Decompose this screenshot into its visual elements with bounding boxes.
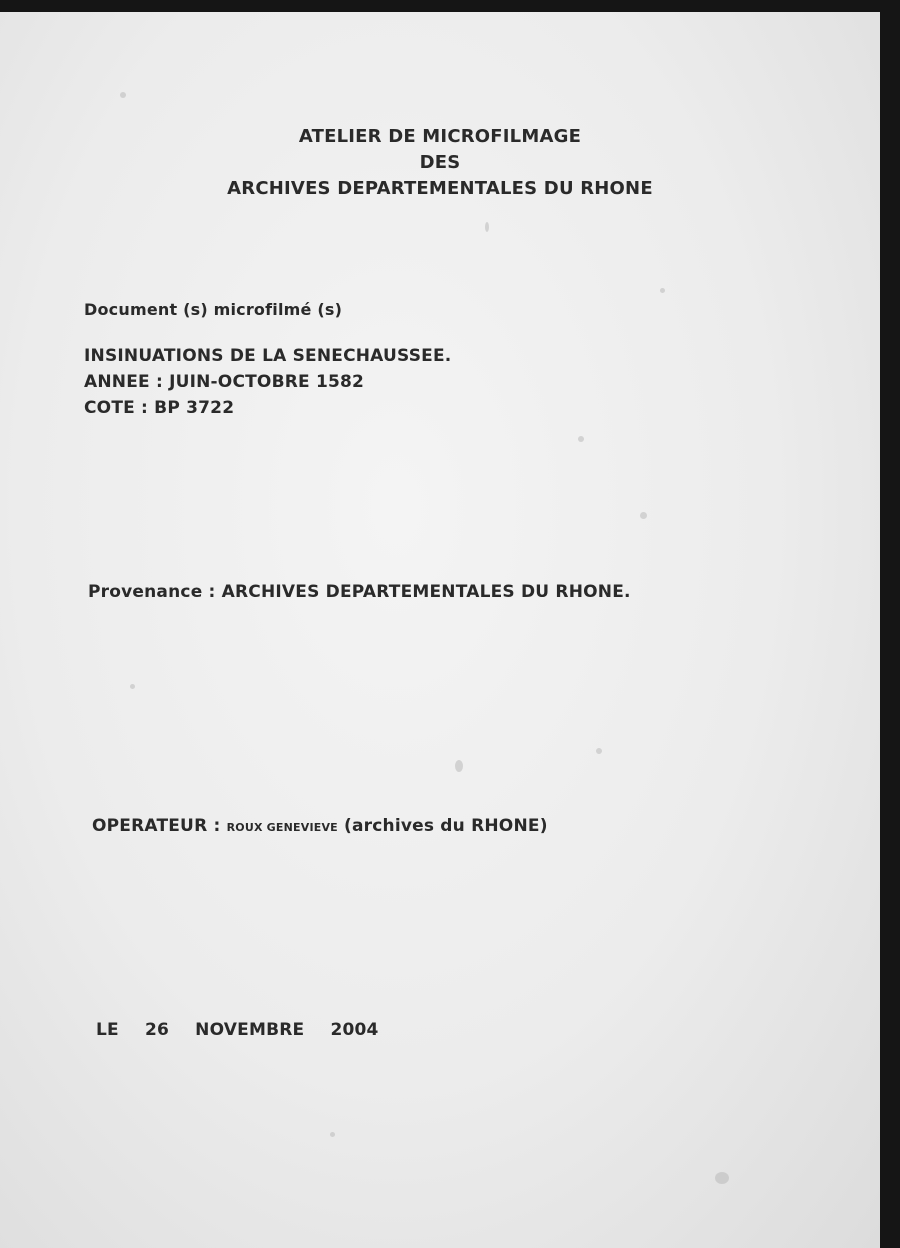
- dust-speck: [455, 760, 463, 772]
- operateur-label: OPERATEUR :: [92, 816, 221, 836]
- dust-speck: [120, 92, 126, 98]
- document-annee: ANNEE : JUIN-OCTOBRE 1582: [84, 372, 365, 392]
- document-cote: COTE : BP 3722: [84, 398, 235, 418]
- header-line-2: DES: [419, 152, 461, 173]
- provenance: Provenance : ARCHIVES DEPARTEMENTALES DU RHONE.: [88, 582, 631, 602]
- document-title: INSINUATIONS DE LA SENECHAUSSEE.: [84, 346, 452, 366]
- document-sheet: [0, 12, 880, 1248]
- dust-speck: [578, 436, 584, 442]
- operateur-name: ROUX GENEVIEVE: [226, 821, 338, 834]
- header-line-3: ARCHIVES DEPARTEMENTALES DU RHONE: [227, 178, 653, 199]
- dust-speck: [715, 1172, 729, 1184]
- dust-speck: [130, 684, 135, 689]
- date-year: 2004: [330, 1020, 379, 1040]
- dust-speck: [485, 222, 489, 232]
- date-le: LE: [96, 1020, 119, 1040]
- date-month: NOVEMBRE: [195, 1020, 305, 1040]
- dust-speck: [660, 288, 665, 293]
- documents-label: Document (s) microfilmé (s): [84, 300, 343, 319]
- operateur-org: (archives du RHONE): [344, 816, 548, 836]
- date-line: [96, 1020, 399, 1040]
- dust-speck: [640, 512, 647, 519]
- header-line-1: ATELIER DE MICROFILMAGE: [298, 126, 582, 147]
- operateur-line: [92, 816, 548, 836]
- dust-speck: [596, 748, 602, 754]
- date-day: 26: [144, 1020, 170, 1040]
- dust-speck: [330, 1132, 335, 1137]
